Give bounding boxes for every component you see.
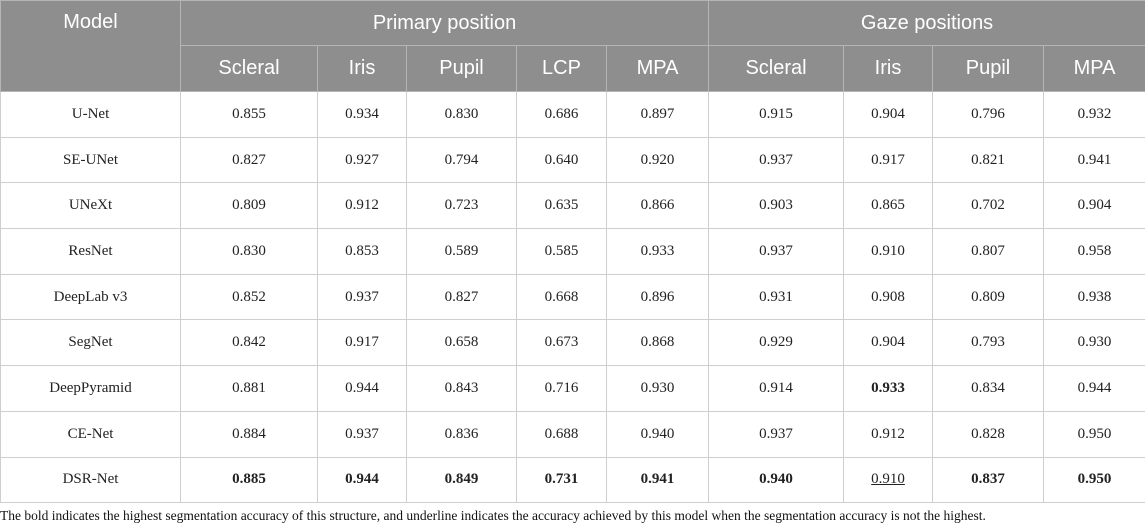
value-text: 0.723	[444, 197, 479, 214]
value-text: 0.927	[345, 151, 379, 168]
value-cell	[1044, 411, 1145, 457]
model-name-cell: U-Net	[1, 92, 181, 138]
value-text: 0.866	[640, 197, 675, 214]
table-row	[1, 137, 1145, 183]
value-text: 0.821	[971, 151, 1005, 168]
value-text: 0.904	[1077, 197, 1112, 214]
value-text: 0.673	[544, 334, 579, 351]
value-text: 0.868	[640, 334, 675, 351]
value-cell	[607, 274, 709, 320]
value-cell	[844, 411, 933, 457]
value-text: 0.950	[1077, 471, 1112, 488]
value-text: 0.940	[640, 425, 675, 442]
table-footnote: The bold indicates the highest segmentation accuracy of this structure, and underline indicates the accuracy achieved by this model when the segmentation accuracy is not the highest.	[0, 508, 986, 523]
value-text: 0.904	[871, 334, 905, 351]
model-name-cell: ResNet	[1, 229, 181, 275]
value-cell	[844, 457, 933, 503]
value-cell	[607, 457, 709, 503]
value-text: 0.937	[345, 288, 379, 305]
value-cell	[181, 457, 318, 503]
value-text: 0.855	[232, 105, 266, 122]
table-row	[1, 183, 1145, 229]
model-name-cell: DSR-Net	[1, 457, 181, 503]
table-row	[1, 274, 1145, 320]
value-cell	[517, 274, 607, 320]
value-text: 0.809	[971, 288, 1005, 305]
value-text: 0.796	[971, 105, 1005, 122]
value-text: 0.912	[871, 425, 905, 442]
value-text: 0.941	[640, 471, 675, 488]
value-text: 0.912	[345, 197, 379, 214]
value-text: 0.686	[544, 105, 579, 122]
model-name-cell: SegNet	[1, 320, 181, 366]
value-cell	[844, 320, 933, 366]
value-cell	[318, 457, 407, 503]
value-cell	[181, 274, 318, 320]
value-text: 0.731	[544, 471, 579, 488]
value-text: 0.910	[871, 242, 905, 259]
value-text: 0.852	[232, 288, 266, 305]
value-text: 0.934	[345, 105, 379, 122]
value-text: 0.940	[759, 471, 793, 488]
table-row	[1, 92, 1145, 138]
header-primary-lcp: LCP	[517, 46, 607, 92]
value-cell	[844, 366, 933, 412]
header-model: Model	[1, 1, 181, 92]
value-cell	[1044, 366, 1145, 412]
value-text: 0.903	[759, 197, 793, 214]
value-text: 0.830	[444, 105, 479, 122]
value-cell	[517, 92, 607, 138]
value-text: 0.944	[345, 379, 379, 396]
value-cell	[318, 411, 407, 457]
value-text: 0.635	[544, 197, 579, 214]
value-cell	[709, 366, 844, 412]
value-cell	[517, 137, 607, 183]
value-text: 0.865	[871, 197, 905, 214]
value-cell	[933, 274, 1044, 320]
value-text: 0.885	[232, 471, 266, 488]
value-text: 0.702	[971, 197, 1005, 214]
value-text: 0.915	[759, 105, 793, 122]
value-cell	[1044, 274, 1145, 320]
value-cell	[181, 229, 318, 275]
value-text: 0.933	[871, 379, 905, 396]
value-text: 0.881	[232, 379, 266, 396]
value-text: 0.920	[640, 151, 675, 168]
value-cell	[517, 229, 607, 275]
value-cell	[517, 366, 607, 412]
model-name-cell: DeepPyramid	[1, 366, 181, 412]
header-gaze-mpa: MPA	[1044, 46, 1145, 92]
value-cell	[407, 137, 517, 183]
header-primary-mpa: MPA	[607, 46, 709, 92]
value-cell	[181, 320, 318, 366]
value-text: 0.837	[971, 471, 1005, 488]
value-text: 0.897	[640, 105, 675, 122]
value-cell	[933, 457, 1044, 503]
value-text: 0.793	[971, 334, 1005, 351]
value-text: 0.834	[971, 379, 1005, 396]
value-cell	[407, 366, 517, 412]
value-text: 0.807	[971, 242, 1005, 259]
value-text: 0.827	[232, 151, 266, 168]
value-cell	[181, 411, 318, 457]
value-cell	[844, 137, 933, 183]
header-gaze-scleral: Scleral	[709, 46, 844, 92]
value-cell	[933, 411, 1044, 457]
value-text: 0.910	[871, 471, 905, 488]
value-text: 0.938	[1077, 288, 1112, 305]
value-text: 0.589	[444, 242, 479, 259]
value-cell	[1044, 457, 1145, 503]
value-cell	[181, 366, 318, 412]
model-name-cell: DeepLab v3	[1, 274, 181, 320]
value-text: 0.944	[1077, 379, 1112, 396]
value-cell	[181, 183, 318, 229]
value-cell	[318, 137, 407, 183]
value-text: 0.937	[759, 242, 793, 259]
value-text: 0.849	[444, 471, 479, 488]
model-name-cell: UNeXt	[1, 183, 181, 229]
value-text: 0.944	[345, 471, 379, 488]
value-text: 0.933	[640, 242, 675, 259]
value-text: 0.904	[871, 105, 905, 122]
value-text: 0.585	[544, 242, 579, 259]
value-cell	[844, 92, 933, 138]
value-text: 0.929	[759, 334, 793, 351]
header-gaze-pupil: Pupil	[933, 46, 1044, 92]
value-text: 0.688	[544, 425, 579, 442]
value-text: 0.950	[1077, 425, 1112, 442]
value-cell	[607, 137, 709, 183]
header-primary-pupil: Pupil	[407, 46, 517, 92]
value-text: 0.668	[544, 288, 579, 305]
value-text: 0.931	[759, 288, 793, 305]
value-cell	[517, 457, 607, 503]
model-name-cell: CE-Net	[1, 411, 181, 457]
value-text: 0.908	[871, 288, 905, 305]
value-cell	[607, 229, 709, 275]
value-cell	[709, 92, 844, 138]
value-cell	[318, 366, 407, 412]
value-cell	[933, 229, 1044, 275]
value-text: 0.640	[544, 151, 579, 168]
value-text: 0.958	[1077, 242, 1112, 259]
value-text: 0.896	[640, 288, 675, 305]
table-row	[1, 320, 1145, 366]
value-cell	[933, 92, 1044, 138]
value-cell	[318, 274, 407, 320]
value-cell	[709, 274, 844, 320]
value-cell	[318, 320, 407, 366]
value-cell	[1044, 92, 1145, 138]
value-text: 0.716	[544, 379, 579, 396]
value-cell	[844, 274, 933, 320]
header-group-gaze: Gaze positions	[709, 1, 1145, 46]
table-row	[1, 411, 1145, 457]
value-text: 0.930	[1077, 334, 1112, 351]
value-text: 0.836	[444, 425, 479, 442]
value-cell	[318, 229, 407, 275]
value-text: 0.932	[1077, 105, 1112, 122]
value-cell	[709, 229, 844, 275]
value-text: 0.914	[759, 379, 793, 396]
value-cell	[517, 320, 607, 366]
table-body	[1, 92, 1145, 503]
value-cell	[181, 92, 318, 138]
value-cell	[607, 320, 709, 366]
table-row	[1, 457, 1145, 503]
table-row	[1, 366, 1145, 412]
header-primary-iris: Iris	[318, 46, 407, 92]
value-text: 0.794	[444, 151, 479, 168]
value-cell	[709, 320, 844, 366]
header-primary-scleral: Scleral	[181, 46, 318, 92]
model-name-cell: SE-UNet	[1, 137, 181, 183]
value-text: 0.937	[345, 425, 379, 442]
value-text: 0.830	[232, 242, 266, 259]
value-cell	[181, 137, 318, 183]
value-cell	[407, 92, 517, 138]
value-cell	[1044, 229, 1145, 275]
value-text: 0.843	[444, 379, 479, 396]
value-cell	[607, 366, 709, 412]
value-text: 0.853	[345, 242, 379, 259]
value-text: 0.809	[232, 197, 266, 214]
value-cell	[607, 92, 709, 138]
value-cell	[318, 183, 407, 229]
value-cell	[709, 457, 844, 503]
value-text: 0.884	[232, 425, 266, 442]
value-text: 0.937	[759, 151, 793, 168]
value-cell	[1044, 137, 1145, 183]
header-group-primary: Primary position	[181, 1, 709, 46]
value-cell	[607, 411, 709, 457]
value-text: 0.827	[444, 288, 479, 305]
value-text: 0.937	[759, 425, 793, 442]
value-cell	[407, 320, 517, 366]
value-cell	[1044, 183, 1145, 229]
value-cell	[933, 366, 1044, 412]
value-cell	[607, 183, 709, 229]
value-cell	[709, 183, 844, 229]
value-text: 0.917	[345, 334, 379, 351]
table-header	[1, 1, 1145, 92]
value-cell	[844, 229, 933, 275]
value-cell	[517, 183, 607, 229]
header-gaze-iris: Iris	[844, 46, 933, 92]
value-cell	[318, 92, 407, 138]
value-text: 0.658	[444, 334, 479, 351]
value-cell	[933, 320, 1044, 366]
value-text: 0.941	[1077, 151, 1112, 168]
value-cell	[844, 183, 933, 229]
value-cell	[709, 137, 844, 183]
value-cell	[407, 183, 517, 229]
value-cell	[407, 457, 517, 503]
value-cell	[407, 411, 517, 457]
value-text: 0.828	[971, 425, 1005, 442]
value-cell	[517, 411, 607, 457]
value-text: 0.842	[232, 334, 266, 351]
value-text: 0.917	[871, 151, 905, 168]
value-cell	[709, 411, 844, 457]
value-cell	[933, 137, 1044, 183]
table-row	[1, 229, 1145, 275]
value-cell	[407, 274, 517, 320]
value-cell	[1044, 320, 1145, 366]
value-cell	[407, 229, 517, 275]
value-cell	[933, 183, 1044, 229]
value-text: 0.930	[640, 379, 675, 396]
